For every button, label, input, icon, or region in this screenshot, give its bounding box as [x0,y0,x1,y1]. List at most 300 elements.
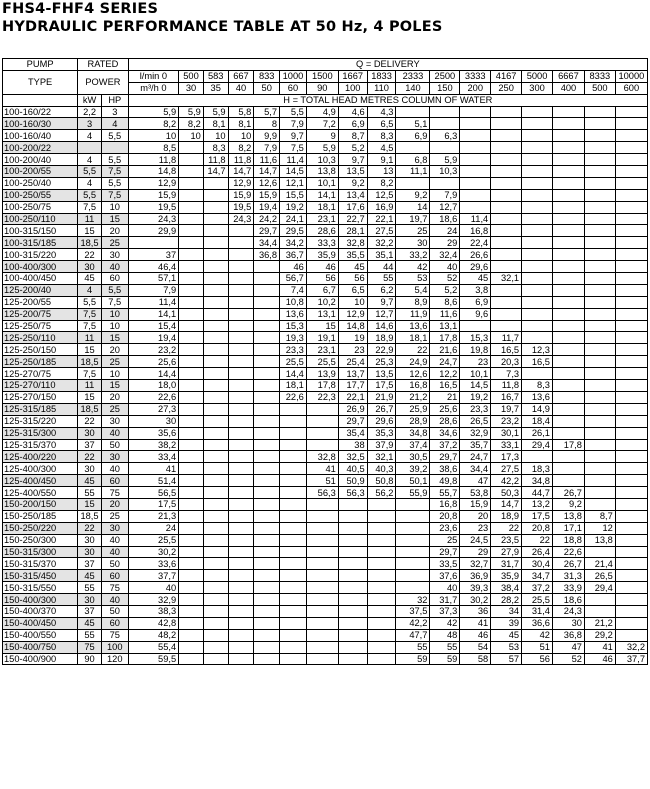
head-value [228,225,254,237]
head-value: 20,3 [491,356,522,368]
power-kw: 2,2 [78,106,102,118]
head-value: 29,4 [522,439,553,451]
head-value [203,487,228,499]
head-value: 28,9 [396,415,430,427]
pump-type: 100-250/40 [3,177,78,189]
head-value: 7,9 [280,118,307,130]
head-value: 37 [128,249,178,261]
head-value: 57 [491,653,522,665]
head-value [367,558,396,570]
head-value: 25,5 [522,594,553,606]
head-value: 5,8 [228,106,254,118]
head-value: 30 [552,617,584,629]
power-hp: 25 [101,356,128,368]
head-value [203,356,228,368]
head-value [491,118,522,130]
head-value: 8,2 [179,118,204,130]
head-value: 19,1 [306,332,338,344]
head-value: 22,3 [306,391,338,403]
head-value: 8,7 [584,510,615,522]
head-value: 15,3 [280,320,307,332]
head-value [306,522,338,534]
head-value [552,463,584,475]
lmin-header-cell: 8333 [584,70,615,82]
head-value [615,498,647,510]
head-value: 40,3 [367,463,396,475]
head-value [179,653,204,665]
head-value: 22,1 [367,213,396,225]
head-value: 8,2 [128,118,178,130]
head-value: 9,6 [460,308,491,320]
head-value: 33,6 [128,558,178,570]
head-value [552,296,584,308]
head-value [522,189,553,201]
head-value [552,177,584,189]
head-value [179,296,204,308]
head-value: 26,5 [460,415,491,427]
head-value [203,510,228,522]
power-hp: 30 [101,522,128,534]
head-value [203,546,228,558]
head-value: 59 [430,653,460,665]
table-row [3,475,648,487]
m3h-header-cell: 250 [491,82,522,94]
head-value: 11,8 [203,154,228,166]
power-kw: 3 [78,118,102,130]
head-value: 11,8 [128,154,178,166]
head-value [522,368,553,380]
head-value: 38,4 [491,582,522,594]
head-value: 14,4 [280,368,307,380]
head-value [254,368,280,380]
head-value [228,629,254,641]
head-value: 13,7 [338,368,367,380]
pump-type: 150-250/185 [3,510,78,522]
head-value: 55 [367,273,396,285]
power-kw: 22 [78,522,102,534]
head-value: 8,3 [367,130,396,142]
pump-type: 125-315/300 [3,427,78,439]
power-kw: 11 [78,332,102,344]
head-value: 8,3 [203,142,228,154]
head-value [306,605,338,617]
power-hp: 7,5 [101,296,128,308]
power-hp: 7,5 [101,166,128,178]
head-value: 19,3 [280,332,307,344]
head-value [615,344,647,356]
head-value [228,487,254,499]
power-kw: 37 [78,605,102,617]
table-row [3,320,648,332]
power-hp: 60 [101,617,128,629]
head-value: 26,4 [522,546,553,558]
head-value: 30,1 [491,427,522,439]
head-value [338,629,367,641]
head-value [179,475,204,487]
head-value [228,653,254,665]
power-hp: 60 [101,570,128,582]
head-value [338,617,367,629]
pump-type: 125-400/550 [3,487,78,499]
power-kw: 45 [78,617,102,629]
head-value: 24,2 [254,213,280,225]
head-value [460,130,491,142]
head-value [552,344,584,356]
head-value: 51 [522,641,553,653]
head-value [228,594,254,606]
head-value: 20,8 [430,510,460,522]
head-value: 15 [306,320,338,332]
head-value: 35,3 [367,427,396,439]
head-value: 26,9 [338,403,367,415]
table-row [3,439,648,451]
head-value [179,166,204,178]
head-value [552,427,584,439]
head-value [228,510,254,522]
head-value [396,177,430,189]
head-value: 42 [430,617,460,629]
head-value [203,284,228,296]
head-value [552,225,584,237]
pump-type: 125-270/75 [3,368,78,380]
m3h-header-cell: 300 [522,82,553,94]
power-kw: 30 [78,534,102,546]
head-value: 34 [491,605,522,617]
head-value: 25,3 [367,356,396,368]
head-value: 14,4 [128,368,178,380]
head-value: 33,9 [552,582,584,594]
head-value [522,296,553,308]
head-value [584,368,615,380]
head-value: 34,4 [254,237,280,249]
head-value [584,320,615,332]
power-hp: 75 [101,582,128,594]
head-value [254,629,280,641]
table-row [3,166,648,178]
head-value: 15,9 [254,189,280,201]
head-value [203,213,228,225]
head-value: 13,8 [584,534,615,546]
head-value: 53 [491,641,522,653]
power-hp: 40 [101,594,128,606]
head-value: 22,6 [128,391,178,403]
head-value [522,118,553,130]
head-value [306,498,338,510]
head-value: 26,7 [367,403,396,415]
head-value [203,427,228,439]
head-value: 29,7 [254,225,280,237]
head-value [615,237,647,249]
head-value [584,605,615,617]
head-value [228,605,254,617]
power-header: POWER [78,70,128,94]
head-value [306,534,338,546]
power-hp: 5,5 [101,154,128,166]
head-value [179,415,204,427]
head-value [254,570,280,582]
head-value [280,451,307,463]
head-value: 32,8 [338,237,367,249]
head-value [203,403,228,415]
head-value: 9,9 [254,130,280,142]
head-value [179,142,204,154]
head-value: 41 [584,641,615,653]
head-value: 7,9 [254,142,280,154]
head-value [228,296,254,308]
head-value: 49,8 [430,475,460,487]
head-value [254,308,280,320]
head-value: 11,8 [228,154,254,166]
power-hp: 75 [101,629,128,641]
head-value: 17,8 [306,380,338,392]
head-value [584,261,615,273]
head-value: 22 [491,522,522,534]
pump-type: 150-400/370 [3,605,78,617]
power-kw: 5,5 [78,166,102,178]
head-value [228,498,254,510]
m3h-header-cell: 400 [552,82,584,94]
head-value [552,308,584,320]
head-value [584,439,615,451]
power-kw: 75 [78,641,102,653]
head-value [615,463,647,475]
head-value: 53,8 [460,487,491,499]
head-value [338,546,367,558]
pump-type: 150-400/900 [3,653,78,665]
table-row [3,380,648,392]
power-hp [101,142,128,154]
head-value: 36,8 [552,629,584,641]
head-value: 13,6 [396,320,430,332]
head-value: 35,1 [367,249,396,261]
head-value [367,498,396,510]
power-kw: 37 [78,558,102,570]
head-value: 44,7 [522,487,553,499]
power-hp: 25 [101,237,128,249]
m3h-header-cell: 50 [254,82,280,94]
head-value: 22,1 [338,391,367,403]
head-value [338,570,367,582]
head-value [615,475,647,487]
power-kw: 4 [78,154,102,166]
m3h-header-cell: 30 [179,82,204,94]
head-value: 18,1 [396,332,430,344]
head-value: 9,2 [552,498,584,510]
head-value [615,594,647,606]
head-value: 40 [128,582,178,594]
head-value: 10,1 [306,177,338,189]
head-value: 32,4 [430,249,460,261]
head-value [584,142,615,154]
head-value [584,487,615,499]
pump-type: 150-315/550 [3,582,78,594]
table-row [3,261,648,273]
head-value: 32,8 [306,451,338,463]
head-value [280,546,307,558]
head-value: 15,9 [228,189,254,201]
table-row [3,510,648,522]
head-value: 17,3 [491,451,522,463]
pump-type: 125-315/220 [3,415,78,427]
m3h-header-cell: 500 [584,82,615,94]
table-row [3,154,648,166]
head-value: 56,3 [338,487,367,499]
head-value [228,582,254,594]
head-value [552,451,584,463]
power-kw: 5,5 [78,296,102,308]
head-value [338,582,367,594]
head-value: 16,8 [396,380,430,392]
head-value: 25 [396,225,430,237]
head-value [615,273,647,285]
head-value [254,332,280,344]
head-value: 8,9 [396,296,430,308]
head-value: 10 [179,130,204,142]
head-value [254,415,280,427]
table-row [3,296,648,308]
head-value [615,154,647,166]
head-value: 41 [306,463,338,475]
head-value [306,415,338,427]
head-value [430,177,460,189]
head-value [203,534,228,546]
head-value [430,118,460,130]
pump-type: 100-400/300 [3,261,78,273]
lmin-header-cell: 3333 [460,70,491,82]
head-value [179,451,204,463]
head-value: 9,7 [338,154,367,166]
head-value [228,403,254,415]
head-value: 17,6 [338,201,367,213]
head-value: 45 [491,629,522,641]
power-kw: 22 [78,451,102,463]
power-hp: 60 [101,273,128,285]
head-value: 22,7 [338,213,367,225]
head-value [228,463,254,475]
head-value [584,391,615,403]
head-value [306,403,338,415]
head-value [306,570,338,582]
head-value [615,582,647,594]
head-value [203,617,228,629]
head-value [396,510,430,522]
head-value [179,332,204,344]
head-value: 29,6 [460,261,491,273]
head-value: 13,2 [522,498,553,510]
head-value [179,320,204,332]
head-value [491,237,522,249]
head-value: 25,4 [338,356,367,368]
table-row [3,356,648,368]
table-row [3,415,648,427]
head-value [615,570,647,582]
m3h-header-cell: 60 [280,82,307,94]
head-value: 34,2 [280,237,307,249]
head-value [228,261,254,273]
head-value [367,510,396,522]
table-row [3,284,648,296]
head-value [179,439,204,451]
lmin-header-cell: 5000 [522,70,553,82]
head-value: 48,2 [128,629,178,641]
head-value [584,249,615,261]
head-value [179,344,204,356]
head-value [615,439,647,451]
lmin-header-cell: l/min 0 [128,70,178,82]
head-value [228,570,254,582]
pump-type: 125-270/150 [3,391,78,403]
power-hp: 20 [101,344,128,356]
table-row [3,201,648,213]
head-value: 31,4 [522,605,553,617]
head-value: 6,9 [396,130,430,142]
head-value [584,130,615,142]
head-value [615,201,647,213]
head-value: 35,6 [128,427,178,439]
head-value: 19,4 [128,332,178,344]
power-hp: 30 [101,249,128,261]
head-value [254,344,280,356]
power-hp: 50 [101,605,128,617]
head-value [179,558,204,570]
head-value: 34,8 [396,427,430,439]
head-value: 25,6 [430,403,460,415]
head-value: 18,0 [128,380,178,392]
head-value [584,296,615,308]
power-hp: 20 [101,225,128,237]
pump-type: 100-160/22 [3,106,78,118]
head-value [552,380,584,392]
pump-type: 125-270/110 [3,380,78,392]
pump-type: 100-250/75 [3,201,78,213]
head-value: 19 [338,332,367,344]
lmin-header-cell: 500 [179,70,204,82]
head-value: 9,7 [280,130,307,142]
head-value [280,641,307,653]
head-value [254,391,280,403]
head-value [203,641,228,653]
head-value: 36,8 [254,249,280,261]
table-row [3,617,648,629]
head-value: 35,9 [491,570,522,582]
head-value: 30,2 [460,594,491,606]
head-value: 21,2 [584,617,615,629]
lmin-header-cell: 833 [254,70,280,82]
head-value: 11,4 [460,213,491,225]
power-kw: 55 [78,487,102,499]
table-row [3,332,648,344]
head-value [615,213,647,225]
power-hp: 40 [101,261,128,273]
table-row [3,177,648,189]
head-value [203,498,228,510]
head-value: 23 [460,522,491,534]
head-value: 45 [338,261,367,273]
head-value: 13,5 [367,368,396,380]
head-value: 5,9 [430,154,460,166]
head-value: 38,6 [430,463,460,475]
table-row [3,653,648,665]
head-value: 36 [460,605,491,617]
header-row-units [3,94,648,106]
head-value: 33,2 [396,249,430,261]
head-value [280,617,307,629]
head-value [280,629,307,641]
head-value [203,594,228,606]
head-value [179,273,204,285]
head-value: 28,6 [430,415,460,427]
pump-type: 150-400/750 [3,641,78,653]
